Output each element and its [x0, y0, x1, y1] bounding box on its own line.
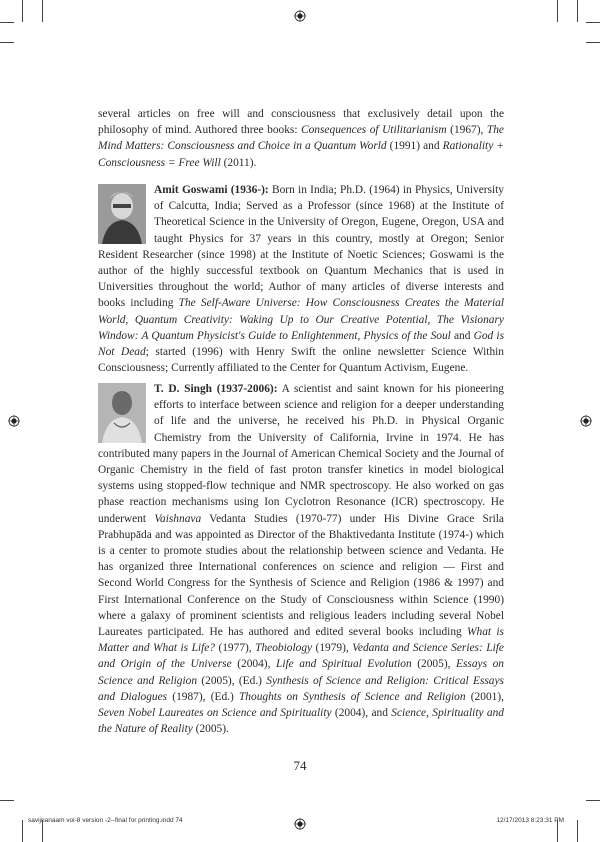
portrait-photo [98, 184, 146, 244]
crop-mark [586, 22, 600, 23]
bio-text: (2005). [192, 723, 229, 736]
crop-mark [0, 800, 14, 801]
book-title: Synthesis of Science and Religion: Critical Essays and Dialogues [98, 674, 504, 703]
crop-mark [0, 22, 14, 23]
print-slug-date: 12/17/2013 8:23:31 PM [496, 817, 564, 824]
book-title: The Self-Aware Universe: How Consciousness Creates the Material World, Quantum Creativity: Waking Up to Our Creative Potential, The Visionary Window: A Quantum Physicist's Guide to Enlightenment, Physics of the Soul [98, 297, 504, 342]
crop-mark [586, 42, 600, 43]
crop-mark [22, 0, 23, 22]
biography-singh [98, 381, 504, 737]
crop-mark [22, 820, 23, 842]
book-title: God is Not Dead [98, 329, 504, 359]
portrait-photo [98, 383, 146, 443]
bio-text: (2001), [465, 690, 504, 703]
intro-text: (2011). [220, 156, 257, 169]
bio-text: A scientist and saint known for his pioneering efforts to interface between science and religion for a deeper understanding of life and the universe, he received his Ph.D. in Physical Organic Chemistry from the University of California, Irvine in 1974. He has contributed many papers in the Journal of American Chemical Society and the Journal of Organic Chemistry in the field of fast proton transfer kinetics in model biological systems using stopped-flow technique and NMR spectroscopy. He also worked on gas phase reaction mechanisms using Ion Cyclotron Resonance (ICR) spectroscopy. He underwent [98, 383, 504, 525]
bio-text: ; started (1996) with Henry Swift the online newsletter Science Within Consciousness; Currently affiliated to the Center for Quantum Activism, Eugene. [98, 346, 505, 375]
intro-text: several articles on free will and consciousness that exclusively detail upon the philosophy of mind. Authored three books: [98, 108, 504, 137]
book-title: Consequences of Utilitarianism [301, 124, 447, 137]
intro-paragraph [98, 106, 504, 171]
registration-mark-icon [8, 415, 20, 427]
registration-mark-icon [294, 10, 306, 22]
bio-text: (2004), [231, 658, 276, 671]
book-title: Life and Spiritual Evolution [276, 658, 412, 671]
print-slug-filename: savijnanaam vol-8 version -2--final for printing.indd 74 [28, 817, 183, 824]
book-title: Seven Nobel Laureates on Science and Spirituality [98, 707, 332, 720]
book-title: Essays on Science and Religion [98, 658, 504, 687]
crop-mark [577, 820, 578, 842]
crop-mark [0, 42, 14, 43]
book-title: Theobiology [255, 642, 313, 655]
bio-text: (1979), [312, 642, 353, 655]
bio-text: (2005), [411, 658, 457, 671]
bio-text: (2005), (Ed.) [197, 674, 267, 687]
page-number: 74 [293, 758, 307, 773]
crop-mark [586, 800, 600, 801]
registration-mark-icon [580, 415, 592, 427]
registration-mark-icon [294, 818, 306, 830]
book-title: Thoughts on Synthesis of Science and Religion [238, 690, 466, 703]
book-title: What is Matter and What is Life? [98, 626, 504, 655]
book-title: Rationality + Consciousness = Free Will [98, 140, 504, 169]
bio-text: (2004), and [331, 707, 392, 720]
biography-goswami [98, 182, 504, 376]
crop-mark [557, 0, 558, 22]
crop-mark [577, 0, 578, 22]
bio-text: Born in India; Ph.D. (1964) in Physics, University of Calcutta, India; Served as a Professor (since 1968) at the Institute of Theoretical Science in the University of Oregon, Eugene, Oregon, USA and taught Physics for 37 years in this country, mostly at Oregon; Senior Resident Researcher (since 1998) at the Institute of Noetic Sciences; Goswami is the author of the highly successful textbook on Quantum Mechanics that is used in Universities throughout the world; Author of many articles of diverse interests and books including [98, 184, 505, 310]
person-name: Amit Goswami (1936-): [154, 184, 269, 196]
book-title: The Mind Matters: Consciousness and Choice in a Quantum World [98, 124, 504, 153]
person-name: T. D. Singh (1937-2006): [154, 383, 278, 395]
crop-mark [42, 0, 43, 22]
book-title: Vedanta and Science Series: Life and Origin of the Universe [98, 642, 504, 671]
italic-term: Vaishnava [154, 512, 202, 525]
bio-text: Vedanta Studies (1970-77) under His Divine Grace Srila Prabhupāda and was appointed as Director of the Bhaktivedanta Institute (1974-) which is a center to promote studies about the relationship between science and Vedanta. He has organized three International conferences on science and religion — First and Second World Congress for the Synthesis of Science and Religion (1986 & 1997) and First International Conference on the Study of Consciousness within Science (1990) where a galaxy of prominent scientists and religious leaders including several Nobel Laureates participated. He has authored and edited several books including [98, 512, 504, 639]
bio-text: (1987), (Ed.) [167, 690, 239, 703]
intro-text: (1991) and [386, 140, 443, 153]
book-title: Science, Spirituality and the Nature of Reality [98, 707, 504, 736]
intro-text: (1967), [446, 124, 487, 137]
bio-text: (1977), [214, 642, 256, 655]
bio-text: and [450, 329, 474, 342]
